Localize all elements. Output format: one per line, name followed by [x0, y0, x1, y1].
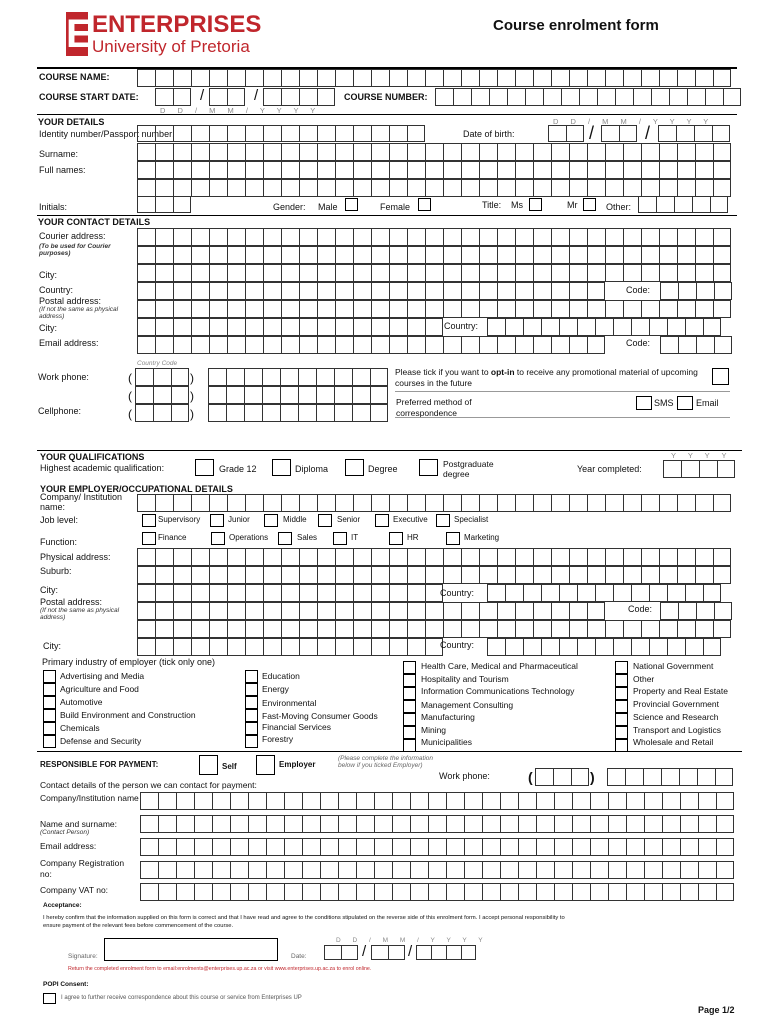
employer-country-field[interactable] — [487, 584, 721, 602]
payment-employer-label: Employer — [279, 760, 316, 769]
grade12-checkbox[interactable] — [195, 459, 214, 476]
course-start-date-label: COURSE START DATE: — [39, 92, 139, 102]
email-address-label: Email address: — [39, 338, 99, 348]
enterprises-logo — [66, 12, 276, 58]
industry-checkbox-build[interactable] — [43, 709, 56, 722]
employer-country-label: Country: — [440, 588, 475, 598]
other-title-field[interactable] — [638, 196, 728, 213]
function-checkbox-marketing[interactable] — [446, 532, 460, 545]
postgrad-label: Postgraduate degree — [443, 459, 494, 479]
page-title: Course enrolment form — [493, 17, 659, 34]
industry-chemicals: Chemicals — [60, 723, 100, 733]
postal-city-field[interactable] — [137, 318, 443, 336]
course-start-month-field[interactable] — [209, 88, 245, 106]
optin-text-post: to receive any promotional material of upcoming courses in the future — [395, 367, 698, 388]
industry-checkbox-financial[interactable] — [245, 722, 258, 735]
country-code-hint: Country Code — [137, 360, 178, 367]
courier-address-line2[interactable] — [137, 246, 731, 264]
highest-qualification-label: Highest academic qualification: — [40, 463, 165, 473]
job-level-specialist: Specialist — [454, 515, 489, 524]
date-separator: / — [589, 123, 595, 143]
optin-divider — [395, 391, 730, 392]
industry-checkbox-health[interactable] — [403, 661, 416, 674]
cellphone-number-2[interactable] — [208, 404, 388, 422]
full-names-label: Full names: — [39, 165, 86, 175]
payment-work-phone-number[interactable] — [607, 768, 733, 786]
cellphone-number[interactable] — [208, 386, 388, 404]
function-label: Function: — [40, 537, 78, 547]
industry-municipalities: Municipalities — [421, 737, 473, 747]
industry-environmental: Environmental — [262, 698, 317, 708]
industry-checkbox-forestry[interactable] — [245, 735, 258, 748]
female-label: Female — [380, 202, 411, 212]
dob-day-field[interactable] — [548, 125, 584, 142]
industry-automotive: Automotive — [60, 697, 103, 707]
function-checkbox-hr[interactable] — [389, 532, 403, 545]
diploma-label: Diploma — [295, 464, 329, 474]
industry-checkbox-other[interactable] — [615, 674, 628, 687]
initials-label: Initials: — [39, 202, 68, 212]
course-date-hint: D D / M M / Y Y Y Y — [160, 106, 321, 115]
date-separator: / — [645, 123, 651, 143]
acceptance-date-label: Date: — [291, 953, 307, 960]
postal-country-field[interactable] — [487, 318, 721, 336]
section-rule — [37, 751, 742, 752]
date-separator: / — [362, 943, 367, 960]
courier-address-label: Courier address: — [39, 231, 106, 241]
section-rule — [37, 114, 737, 115]
industry-checkbox-fmcg[interactable] — [245, 709, 258, 722]
paren-open: ( — [128, 389, 132, 403]
industry-hospitality: Hospitality and Tourism — [421, 674, 509, 684]
course-number-label: COURSE NUMBER: — [344, 92, 428, 102]
industry-checkbox-ict[interactable] — [403, 687, 416, 700]
function-finance: Finance — [158, 533, 187, 542]
email-pref-checkbox[interactable] — [677, 396, 693, 410]
qualifications-heading: YOUR QUALIFICATIONS — [40, 452, 145, 462]
work-phone-country-code[interactable] — [135, 368, 189, 386]
industry-checkbox-environmental[interactable] — [245, 696, 258, 709]
postal-address-note: (If not the same as physical address) — [39, 306, 119, 321]
sms-checkbox[interactable] — [636, 396, 652, 410]
job-level-checkbox-junior[interactable] — [210, 514, 224, 527]
optin-text-bold: opt-in — [490, 367, 515, 377]
industry-checkbox-mining[interactable] — [403, 726, 416, 739]
ms-label: Ms — [511, 200, 523, 210]
identity-number-field[interactable] — [137, 125, 425, 142]
payment-vat-label: Company VAT no: — [40, 885, 109, 895]
industry-checkbox-national[interactable] — [615, 661, 628, 674]
course-number-field[interactable] — [435, 88, 741, 106]
function-checkbox-sales[interactable] — [278, 532, 292, 545]
paren-open: ( — [128, 407, 132, 421]
postal-address-line1[interactable] — [137, 300, 731, 318]
gender-label: Gender: — [273, 202, 306, 212]
contact-city-label: City: — [39, 270, 57, 280]
course-name-field[interactable] — [137, 69, 731, 87]
responsible-payment-label: RESPONSIBLE FOR PAYMENT: — [40, 760, 159, 769]
industry-science: Science and Research — [633, 712, 719, 722]
payment-company-field[interactable] — [140, 792, 734, 810]
function-checkbox-finance[interactable] — [142, 532, 156, 545]
surname-field[interactable] — [137, 143, 731, 161]
industry-checkbox-advertising[interactable] — [43, 670, 56, 683]
payment-email-field[interactable] — [140, 838, 734, 856]
cellphone-country-code-2[interactable] — [135, 404, 189, 422]
employer-city-field[interactable] — [137, 584, 443, 602]
employer-city-label: City: — [40, 585, 58, 595]
job-level-label: Job level: — [40, 515, 79, 525]
industry-checkbox-transport[interactable] — [615, 726, 628, 739]
industry-forestry: Forestry — [262, 734, 294, 744]
payment-company-label: Company/Institution name — [40, 793, 139, 803]
payment-work-phone-code[interactable] — [535, 768, 589, 786]
email-address-field[interactable] — [137, 336, 605, 354]
signature-field[interactable] — [104, 938, 278, 961]
employer-postal-line1[interactable] — [137, 602, 605, 620]
your-details-heading: YOUR DETAILS — [38, 117, 105, 127]
employer-postal-note: (If not the same as physical address) — [40, 607, 120, 622]
industry-checkbox-hospitality[interactable] — [403, 674, 416, 687]
suburb-label: Suburb: — [40, 566, 72, 576]
page-number: Page 1/2 — [698, 1005, 735, 1015]
paren-close: ) — [190, 407, 194, 421]
paren-open: ( — [528, 769, 533, 785]
function-operations: Operations — [229, 533, 269, 542]
acceptance-month-field[interactable] — [371, 945, 405, 960]
contact-city-field[interactable] — [137, 264, 731, 282]
date-separator: / — [254, 87, 259, 104]
diploma-checkbox[interactable] — [272, 459, 291, 476]
work-phone-number[interactable] — [208, 368, 388, 386]
dob-label: Date of birth: — [463, 129, 515, 139]
initials-field[interactable] — [137, 196, 191, 213]
signature-label: Signature: — [68, 953, 98, 960]
cellphone-country-code[interactable] — [135, 386, 189, 404]
contact-country-field[interactable] — [137, 282, 605, 300]
payment-contact-intro: Contact details of the person we can contact for payment: — [40, 780, 257, 790]
industry-mining: Mining — [421, 725, 447, 735]
optin-checkbox[interactable] — [712, 368, 729, 385]
industry-checkbox-provincial[interactable] — [615, 700, 628, 713]
postal-address-label: Postal address: — [39, 296, 102, 306]
acceptance-label: Acceptance: — [43, 902, 82, 909]
payment-vat-field[interactable] — [140, 883, 734, 901]
acceptance-text: I hereby confirm that the information supplied on this form is correct and that I have read and agree to the conditions stipulated on the reverse side of this enrolment form. I accept personal responsibility to ensure payment of the relevant fees before commencement of the course. — [43, 915, 565, 929]
payment-self-label: Self — [222, 762, 237, 771]
function-hr: HR — [407, 533, 419, 542]
work-phone-label: Work phone: — [38, 372, 89, 382]
preferred-method-label: Preferred method of correspondence — [396, 397, 472, 418]
industry-checkbox-property[interactable] — [615, 687, 628, 700]
optin-text-pre: Please tick if you want to — [395, 367, 491, 377]
industry-other: Other — [633, 674, 655, 684]
date-separator: / — [200, 87, 205, 104]
industry-checkbox-science[interactable] — [615, 713, 628, 726]
title-label: Title: — [482, 200, 502, 210]
payment-note: (Please complete the information below if you ticked Employer) — [338, 755, 434, 770]
industry-transport: Transport and Logistics — [633, 725, 722, 735]
dob-month-field[interactable] — [601, 125, 637, 142]
employer-city2-field[interactable] — [137, 638, 443, 656]
logo-brand-text: ENTERPRISES — [92, 11, 262, 38]
cellphone-label: Cellphone: — [38, 406, 82, 416]
job-level-junior: Junior — [228, 515, 250, 524]
course-start-year-field[interactable] — [263, 88, 335, 106]
payment-work-phone-label: Work phone: — [439, 771, 490, 781]
industry-checkbox-energy[interactable] — [245, 683, 258, 696]
function-sales: Sales — [297, 533, 318, 542]
industry-manufacturing: Manufacturing — [421, 712, 475, 722]
email-pref-label: Email — [696, 398, 719, 408]
male-label: Male — [318, 202, 338, 212]
job-level-checkbox-middle[interactable] — [264, 514, 278, 527]
year-completed-label: Year completed: — [577, 464, 642, 474]
employer-country2-label: Country: — [440, 640, 475, 650]
year-completed-hint: Y Y Y Y — [671, 451, 732, 460]
function-checkbox-operations[interactable] — [211, 532, 225, 545]
logo-e-mark: E — [66, 12, 93, 56]
industry-consulting: Management Consulting — [421, 700, 514, 710]
employer-heading: YOUR EMPLOYER/OCCUPATIONAL DETAILS — [40, 484, 233, 494]
job-level-senior: Senior — [337, 515, 361, 524]
contact-details-heading: YOUR CONTACT DETAILS — [38, 217, 151, 227]
industry-checkbox-manufacturing[interactable] — [403, 713, 416, 726]
optin-text — [395, 367, 707, 389]
acceptance-date-hint: D D / M M / Y Y Y Y — [336, 937, 488, 944]
industry-fmcg: Fast-Moving Consumer Goods — [262, 711, 378, 721]
industry-health: Health Care, Medical and Pharmaceutical — [421, 661, 578, 671]
acceptance-day-field[interactable] — [324, 945, 358, 960]
employer-country2-field[interactable] — [487, 638, 721, 656]
payment-reg-label: Company Registration no: — [40, 858, 125, 879]
paren-close: ) — [190, 389, 194, 403]
course-start-day-field[interactable] — [155, 88, 191, 106]
paren-close: ) — [590, 769, 595, 785]
industry-national: National Government — [633, 661, 714, 671]
job-level-checkbox-senior[interactable] — [318, 514, 332, 527]
ms-checkbox[interactable] — [529, 198, 542, 211]
degree-label: Degree — [368, 464, 398, 474]
payment-email-label: Email address: — [40, 841, 97, 851]
other-title-label: Other: — [606, 202, 632, 212]
employer-postal-label: Postal address: — [40, 597, 103, 607]
industry-property: Property and Real Estate — [633, 686, 728, 696]
industry-checkbox-chemicals[interactable] — [43, 722, 56, 735]
industry-checkbox-agriculture[interactable] — [43, 683, 56, 696]
dob-year-field[interactable] — [658, 125, 730, 142]
acceptance-year-field[interactable] — [416, 945, 476, 960]
year-completed-field[interactable] — [663, 460, 735, 478]
function-it: IT — [351, 533, 359, 542]
preferred-divider — [395, 417, 730, 418]
return-note: Return the completed enrolment form to email:enrolments@enterprises.up.ac.za or visit www.enterprises.up.ac.za to enrol online. — [68, 966, 372, 972]
industry-education: Education — [262, 671, 300, 681]
job-level-checkbox-supervisory[interactable] — [142, 514, 156, 527]
postal-city-label: City: — [39, 323, 57, 333]
physical-address-line2[interactable] — [137, 566, 731, 584]
industry-advertising: Advertising and Media — [60, 671, 145, 681]
postal-code-field[interactable] — [660, 336, 732, 354]
postal-country-label: Country: — [444, 321, 479, 331]
mr-label: Mr — [567, 200, 578, 210]
payment-self-checkbox[interactable] — [199, 755, 218, 775]
full-names-field-line2[interactable] — [137, 179, 731, 197]
postgrad-checkbox[interactable] — [419, 459, 438, 476]
degree-checkbox[interactable] — [345, 459, 364, 476]
company-name-field[interactable] — [137, 494, 731, 512]
popi-label: POPI Consent: — [43, 981, 89, 988]
logo-subbrand-text: University of Pretoria — [92, 37, 250, 56]
male-checkbox[interactable] — [345, 198, 358, 211]
sms-label: SMS — [654, 398, 674, 408]
courier-address-line1[interactable] — [137, 228, 731, 246]
payment-contact-person-note: (Contact Person) — [40, 829, 90, 836]
industry-label: Primary industry of employer (tick only one) — [42, 657, 216, 667]
surname-label: Surname: — [39, 149, 79, 159]
job-level-checkbox-specialist[interactable] — [436, 514, 450, 527]
industry-provincial: Provincial Government — [633, 699, 719, 709]
employer-postal-line2[interactable] — [137, 620, 731, 638]
employer-code-label: Code: — [628, 604, 653, 614]
industry-defense: Defense and Security — [60, 736, 142, 746]
payment-name-label: Name and surname: — [40, 819, 118, 829]
section-rule — [37, 450, 742, 451]
section-rule — [37, 215, 737, 216]
industry-financial: Financial Services — [262, 722, 331, 732]
course-name-label: COURSE NAME: — [39, 72, 110, 82]
payment-reg-field[interactable] — [140, 861, 734, 879]
employer-city2-label: City: — [43, 641, 61, 651]
paren-close: ) — [190, 371, 194, 385]
mr-checkbox[interactable] — [583, 198, 596, 211]
industry-energy: Energy — [262, 684, 289, 694]
job-level-supervisory: Supervisory — [158, 515, 201, 524]
full-names-field[interactable] — [137, 161, 731, 179]
popi-checkbox[interactable] — [43, 993, 56, 1004]
dob-hint: D D / M M / Y Y Y Y — [553, 117, 714, 126]
physical-address-label: Physical address: — [40, 552, 111, 562]
paren-open: ( — [128, 371, 132, 385]
job-level-middle: Middle — [283, 515, 307, 524]
contact-code-label: Code: — [626, 285, 651, 295]
courier-address-note: (To be used for Courier purposes) — [39, 243, 111, 258]
function-checkbox-it[interactable] — [333, 532, 347, 545]
employer-code-field[interactable] — [660, 602, 732, 620]
postal-code-label: Code: — [626, 338, 651, 348]
industry-wholesale: Wholesale and Retail — [633, 737, 714, 747]
payment-employer-checkbox[interactable] — [256, 755, 275, 775]
industry-checkbox-education[interactable] — [245, 670, 258, 683]
industry-checkbox-defense[interactable] — [43, 735, 56, 748]
contact-code-field[interactable] — [660, 282, 732, 300]
contact-country-label: Country: — [39, 285, 74, 295]
job-level-executive: Executive — [393, 515, 428, 524]
payment-name-field[interactable] — [140, 815, 734, 833]
industry-agriculture: Agriculture and Food — [60, 684, 139, 694]
female-checkbox[interactable] — [418, 198, 431, 211]
industry-checkbox-consulting[interactable] — [403, 700, 416, 713]
identity-number-label: Identity number/Passport number: — [39, 129, 175, 139]
date-separator: / — [408, 943, 413, 960]
grade12-label: Grade 12 — [219, 464, 257, 474]
industry-build: Build Environment and Construction — [60, 710, 196, 720]
function-marketing: Marketing — [464, 533, 500, 542]
popi-text: I agree to further receive correspondence about this course or service from Enterprises UP — [61, 995, 302, 1001]
physical-address-line1[interactable] — [137, 548, 731, 566]
job-level-checkbox-executive[interactable] — [375, 514, 389, 527]
industry-ict: Information Communications Technology — [421, 686, 575, 696]
company-name-label: Company/ Institution name: — [40, 492, 123, 512]
industry-checkbox-automotive[interactable] — [43, 696, 56, 709]
